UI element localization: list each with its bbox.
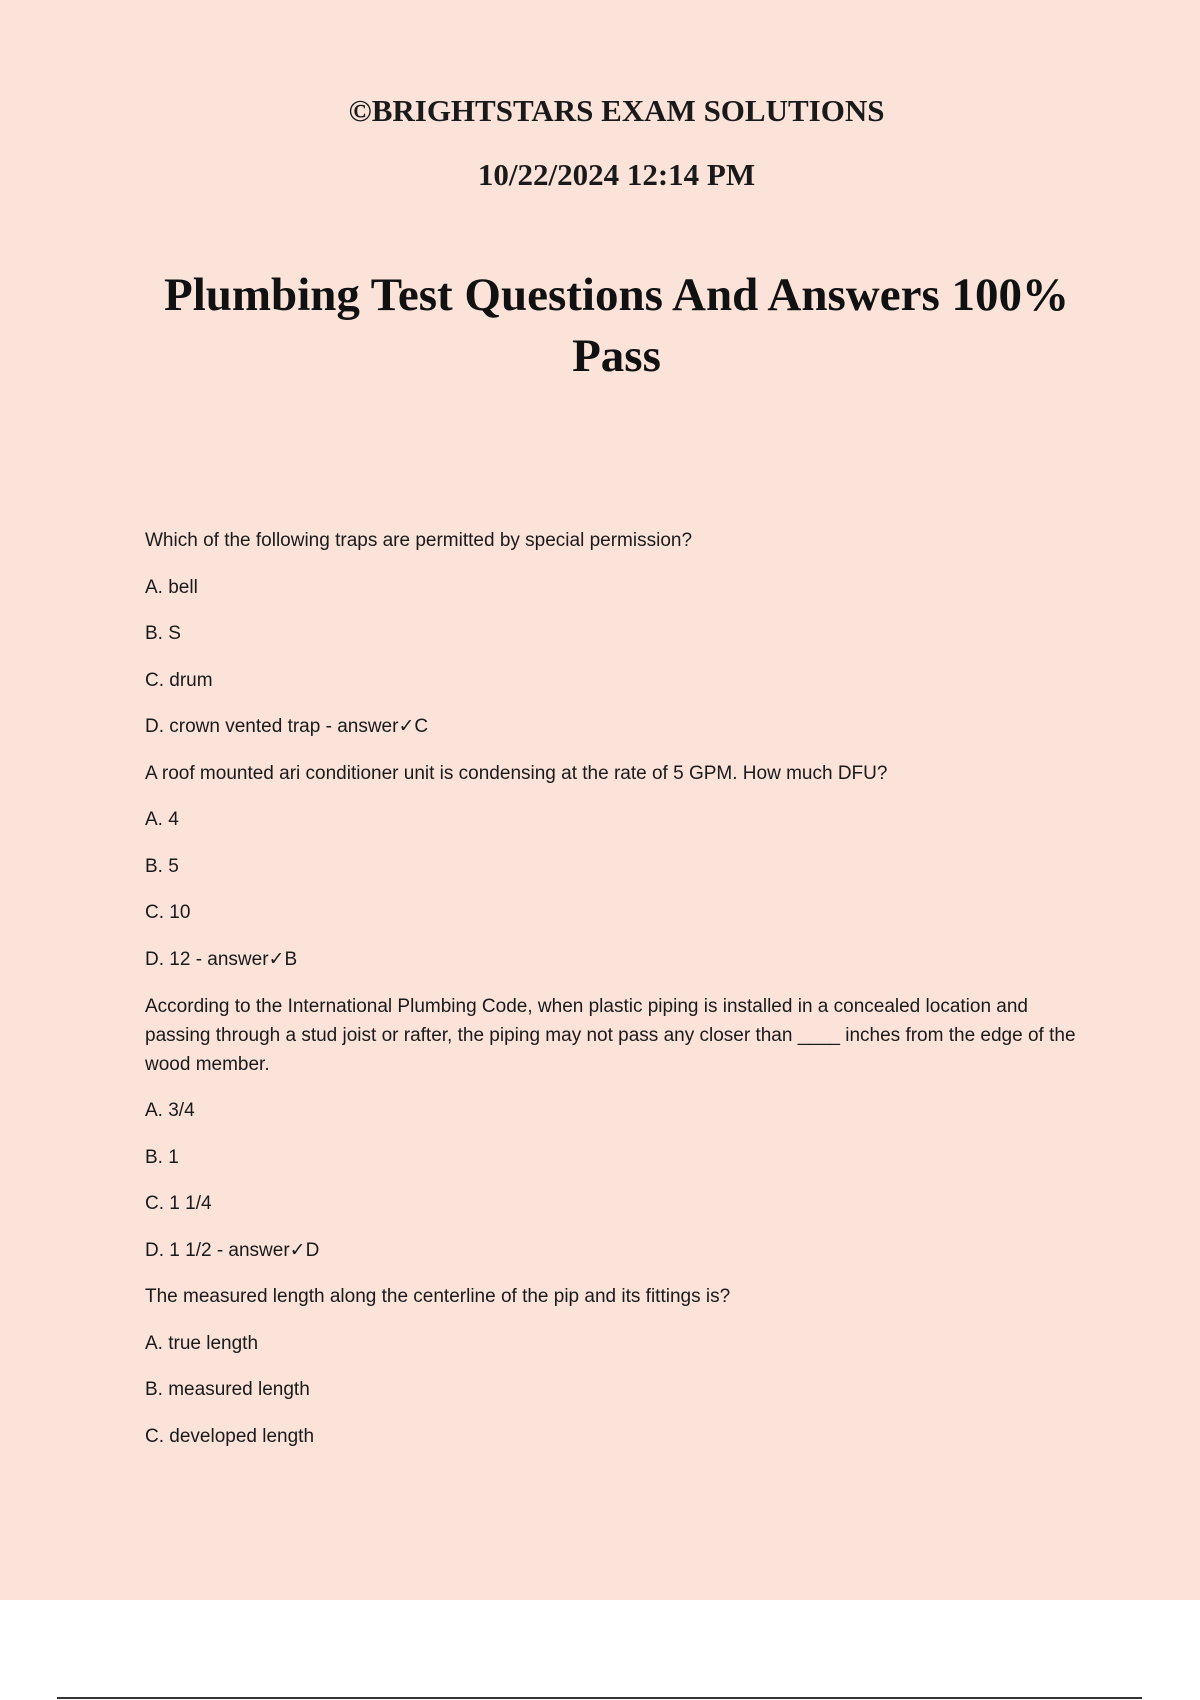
- question-text: A roof mounted ari conditioner unit is condensing at the rate of 5 GPM. How much DFU?: [145, 762, 888, 784]
- answer-option: D. crown vented trap - answer✓C: [145, 716, 429, 737]
- answer-option: C. 10: [145, 902, 191, 923]
- answer-option: B. measured length: [145, 1379, 310, 1400]
- answer-option: B. S: [145, 623, 181, 644]
- answer-option: A. bell: [145, 576, 198, 598]
- question-list: [145, 527, 1085, 1469]
- question-text: Which of the following traps are permitted by special permission?: [145, 530, 693, 551]
- answer-option: A. true length: [145, 1332, 259, 1354]
- question-text: According to the International Plumbing Code, when plastic piping is installed in a concealed location and passing through a stud joist or rafter, the piping may not pass any closer than ____ inches from the edge of the wood member.: [145, 996, 1076, 1075]
- answer-option: D. 12 - answer✓B: [145, 948, 298, 970]
- page-footer-divider: [57, 1697, 1142, 1699]
- answer-option: B. 5: [145, 855, 179, 877]
- title-line-2: Pass: [572, 330, 661, 382]
- document-datetime: 10/22/2024 12:14 PM: [477, 157, 756, 192]
- answer-option: C. drum: [145, 669, 213, 691]
- answer-option: C. 1 1/4: [145, 1193, 212, 1214]
- document-title: [100, 265, 1133, 387]
- answer-option: B. 1: [145, 1146, 179, 1168]
- title-line-1: Plumbing Test Questions And Answers 100%: [164, 269, 1069, 321]
- brand-header: ©BRIGHTSTARS EXAM SOLUTIONS: [348, 93, 885, 128]
- answer-option: A. 3/4: [145, 1100, 195, 1121]
- question-text: The measured length along the centerline of the pip and its fittings is?: [145, 1286, 731, 1307]
- answer-option: D. 1 1/2 - answer✓D: [145, 1239, 320, 1261]
- answer-option: C. developed length: [145, 1425, 315, 1447]
- answer-option: A. 4: [145, 809, 179, 830]
